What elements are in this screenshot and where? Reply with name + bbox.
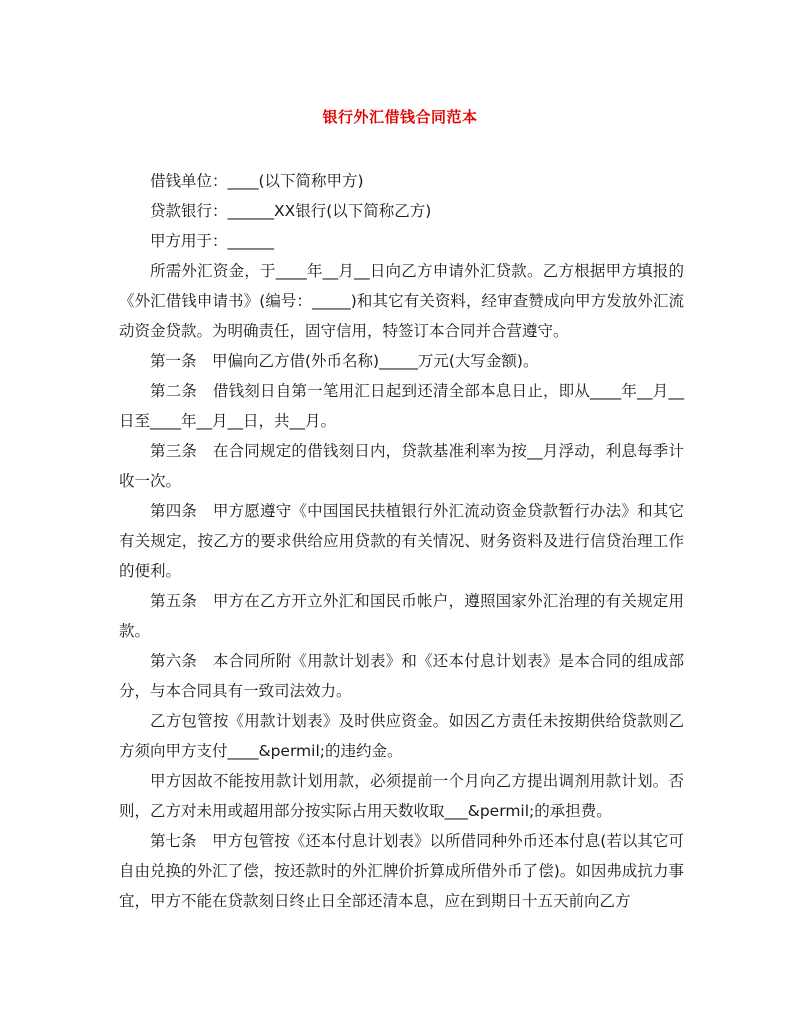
paragraph-article-2: 第二条 借钱刻日自第一笔用汇日起到还清全部本息日止，即从____年__月__日至____年__月__日，共__月。 bbox=[119, 382, 684, 430]
paragraph-preamble: 所需外汇资金，于____年__月__日向乙方申请外汇贷款。乙方根据甲方填报的《外汇借钱申请书》(编号：_____)和其它有关资料，经审查赞成向甲方发放外汇流动资金贷款。为明确责任，固守信用，特签订本合同并合营遵守。 bbox=[119, 262, 684, 340]
paragraph-purpose: 甲方用于：______ bbox=[150, 232, 275, 250]
paragraph-article-6: 第六条 本合同所附《用款计划表》和《还本付息计划表》是本合同的组成部分，与本合同具有一致司法效力。 bbox=[119, 652, 684, 700]
paragraph-lender-bank: 贷款银行：______XX银行(以下简称乙方) bbox=[150, 202, 432, 220]
document-title: 银行外汇借钱合同范本 bbox=[322, 108, 478, 126]
paragraph-article-4: 第四条 甲方愿遵守《中国国民扶植银行外汇流动资金贷款暂行办法》和其它有关规定，按乙方的要求供给应用贷款的有关情况、财务资料及进行信贷治理工作的便利。 bbox=[119, 502, 684, 580]
paragraph-article-3: 第三条 在合同规定的借钱刻日内，贷款基准利率为按__月浮动，利息每季计收一次。 bbox=[119, 442, 684, 490]
document-body bbox=[119, 166, 684, 916]
paragraph-article-7: 第七条 甲方包管按《还本付息计划表》以所借同种外币还本付息(若以其它可自由兑换的外汇了偿，按还款时的外汇牌价折算成所借外币了偿)。如因弗成抗力事宜，甲方不能在贷款刻日终止日全部还清本息，应在到期日十五天前向乙方 bbox=[119, 832, 684, 910]
paragraph-article-6-adjustment: 甲方因故不能按用款计划用款，必须提前一个月向乙方提出调剂用款计划。否则，乙方对未用或超用部分按实际占用天数收取___&permil;的承担费。 bbox=[119, 772, 684, 820]
paragraph-borrower: 借钱单位：____(以下简称甲方) bbox=[150, 172, 364, 190]
paragraph-article-6-lender-guarantee: 乙方包管按《用款计划表》及时供应资金。如因乙方责任未按期供给贷款则乙方须向甲方支付____&permil;的违约金。 bbox=[119, 712, 684, 760]
paragraph-article-5: 第五条 甲方在乙方开立外汇和国民币帐户，遵照国家外汇治理的有关规定用款。 bbox=[119, 592, 684, 640]
paragraph-article-1: 第一条 甲偏向乙方借(外币名称)_____万元(大写金额)。 bbox=[150, 352, 539, 370]
